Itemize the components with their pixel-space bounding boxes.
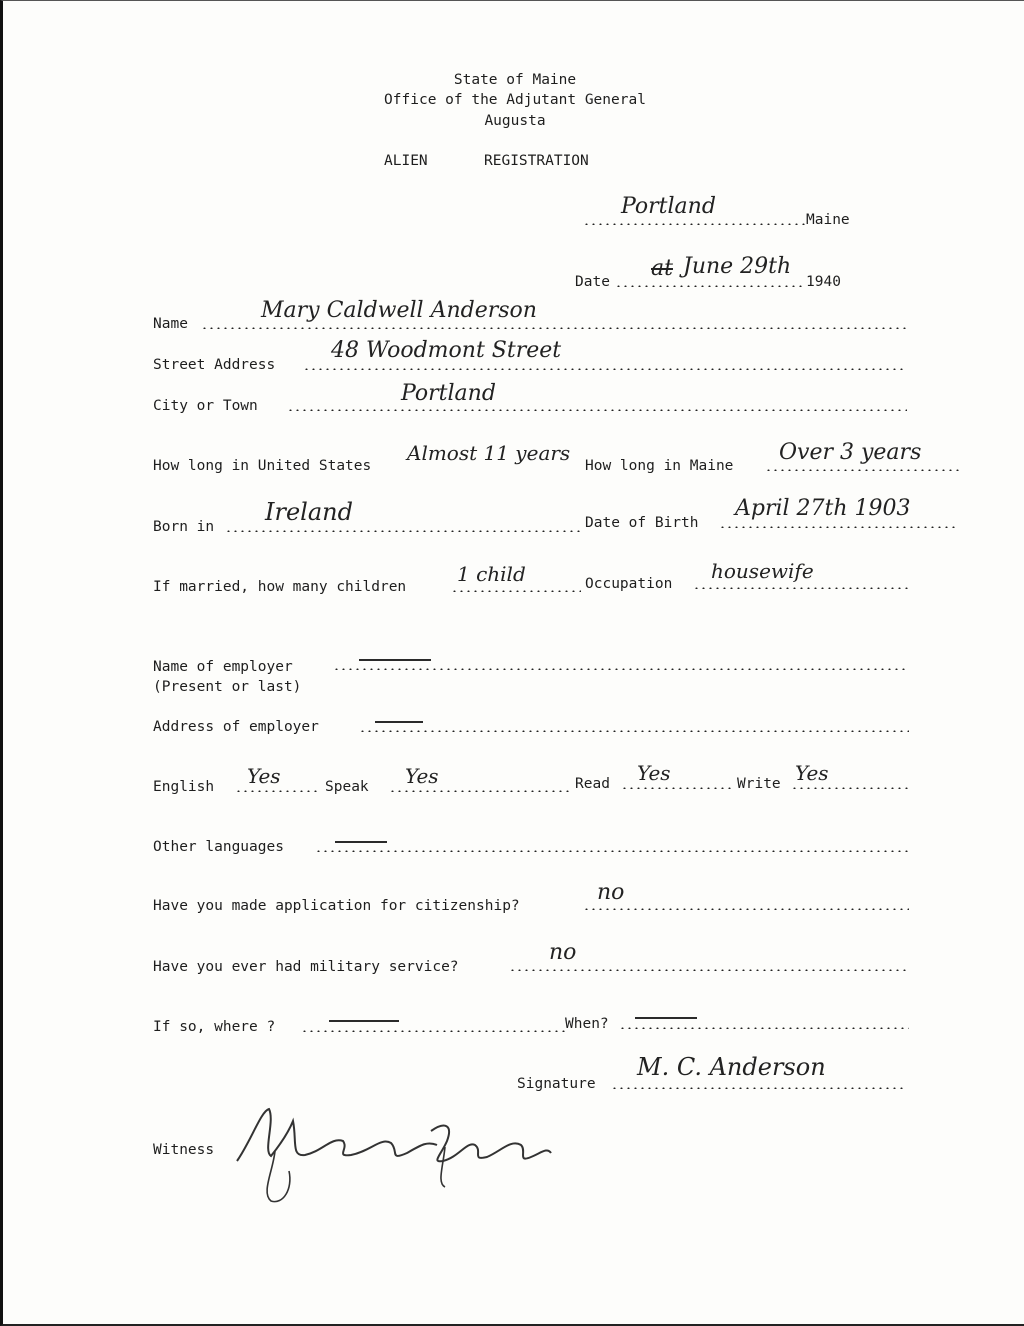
- how-long-us-value: Almost 11 years: [407, 441, 571, 465]
- read-dotted-line: [621, 787, 731, 789]
- place-dotted-line: [583, 223, 805, 225]
- form-title-alien: ALIEN: [384, 153, 428, 169]
- born-in-label: Born in: [153, 519, 215, 535]
- military-dotted-line: [509, 969, 909, 971]
- children-value: 1 child: [457, 562, 526, 586]
- employer-sublabel: (Present or last): [153, 679, 302, 695]
- header-office: Office of the Adjutant General: [384, 92, 646, 108]
- city-label: City or Town: [153, 398, 258, 414]
- born-in-dotted-line: [225, 530, 581, 532]
- citizenship-value: no: [597, 880, 625, 905]
- name-label: Name: [153, 316, 188, 332]
- city-dotted-line: [287, 409, 907, 411]
- military-label: Have you ever had military service?: [153, 959, 459, 975]
- speak-label: Speak: [325, 779, 369, 795]
- occupation-dotted-line: [693, 587, 909, 589]
- signature-value: M. C. Anderson: [637, 1053, 826, 1081]
- dob-label: Date of Birth: [585, 515, 699, 531]
- how-long-maine-label: How long in Maine: [585, 458, 734, 474]
- occupation-label: Occupation: [585, 576, 673, 592]
- header-state: State of Maine: [453, 72, 577, 88]
- write-label: Write: [737, 776, 781, 792]
- children-label: If married, how many children: [153, 579, 407, 595]
- other-languages-dotted-line: [315, 850, 909, 852]
- city-value: Portland: [401, 381, 496, 406]
- date-year: 1940: [806, 274, 841, 290]
- occupation-value: housewife: [711, 559, 814, 583]
- name-value: Mary Caldwell Anderson: [261, 298, 537, 323]
- how-long-maine-dotted-line: [765, 469, 961, 471]
- employer-dotted-line: [333, 668, 909, 670]
- employer-address-dotted-line: [359, 730, 909, 732]
- read-value: Yes: [637, 761, 671, 785]
- when-blank-dash: [635, 1017, 697, 1019]
- header-city: Augusta: [484, 113, 546, 129]
- date-label: Date: [575, 274, 610, 290]
- how-long-maine-value: Over 3 years: [779, 440, 922, 465]
- write-dotted-line: [791, 787, 909, 789]
- other-languages-blank-dash: [335, 841, 387, 843]
- where-blank-dash: [329, 1020, 399, 1022]
- name-dotted-line: [201, 327, 907, 329]
- witness-signature-image: [231, 1101, 561, 1211]
- english-dotted-line: [235, 790, 319, 792]
- witness-label: Witness: [153, 1142, 215, 1158]
- date-dotted-line: [615, 285, 805, 287]
- read-label: Read: [575, 776, 610, 792]
- other-languages-label: Other languages: [153, 839, 284, 855]
- form-title-registration: REGISTRATION: [484, 153, 589, 169]
- dob-dotted-line: [719, 526, 959, 528]
- children-dotted-line: [451, 590, 581, 592]
- employer-address-blank-dash: [375, 721, 423, 723]
- born-in-value: Ireland: [265, 498, 353, 526]
- employer-blank-dash: [359, 659, 431, 661]
- english-label: English: [153, 779, 215, 795]
- date-struck-value: at: [651, 256, 673, 281]
- street-label: Street Address: [153, 357, 276, 373]
- signature-label: Signature: [517, 1076, 596, 1092]
- speak-dotted-line: [389, 790, 569, 792]
- signature-dotted-line: [611, 1087, 907, 1089]
- citizenship-dotted-line: [583, 908, 909, 910]
- military-value: no: [549, 940, 577, 965]
- where-dotted-line: [301, 1030, 565, 1032]
- when-label: When?: [565, 1016, 609, 1032]
- write-value: Yes: [795, 761, 829, 785]
- maine-label: Maine: [806, 212, 850, 228]
- citizenship-label: Have you made application for citizenship?: [153, 898, 520, 914]
- date-value: June 29th: [683, 254, 792, 279]
- place-value: Portland: [621, 194, 716, 219]
- english-value: Yes: [247, 764, 281, 788]
- street-dotted-line: [303, 368, 907, 370]
- employer-label: Name of employer: [153, 659, 293, 675]
- street-value: 48 Woodmont Street: [331, 338, 562, 363]
- employer-address-label: Address of employer: [153, 719, 319, 735]
- speak-value: Yes: [405, 764, 439, 788]
- where-label: If so, where ?: [153, 1019, 276, 1035]
- how-long-us-label: How long in United States: [153, 458, 372, 474]
- dob-value: April 27th 1903: [735, 496, 911, 521]
- when-dotted-line: [619, 1027, 909, 1029]
